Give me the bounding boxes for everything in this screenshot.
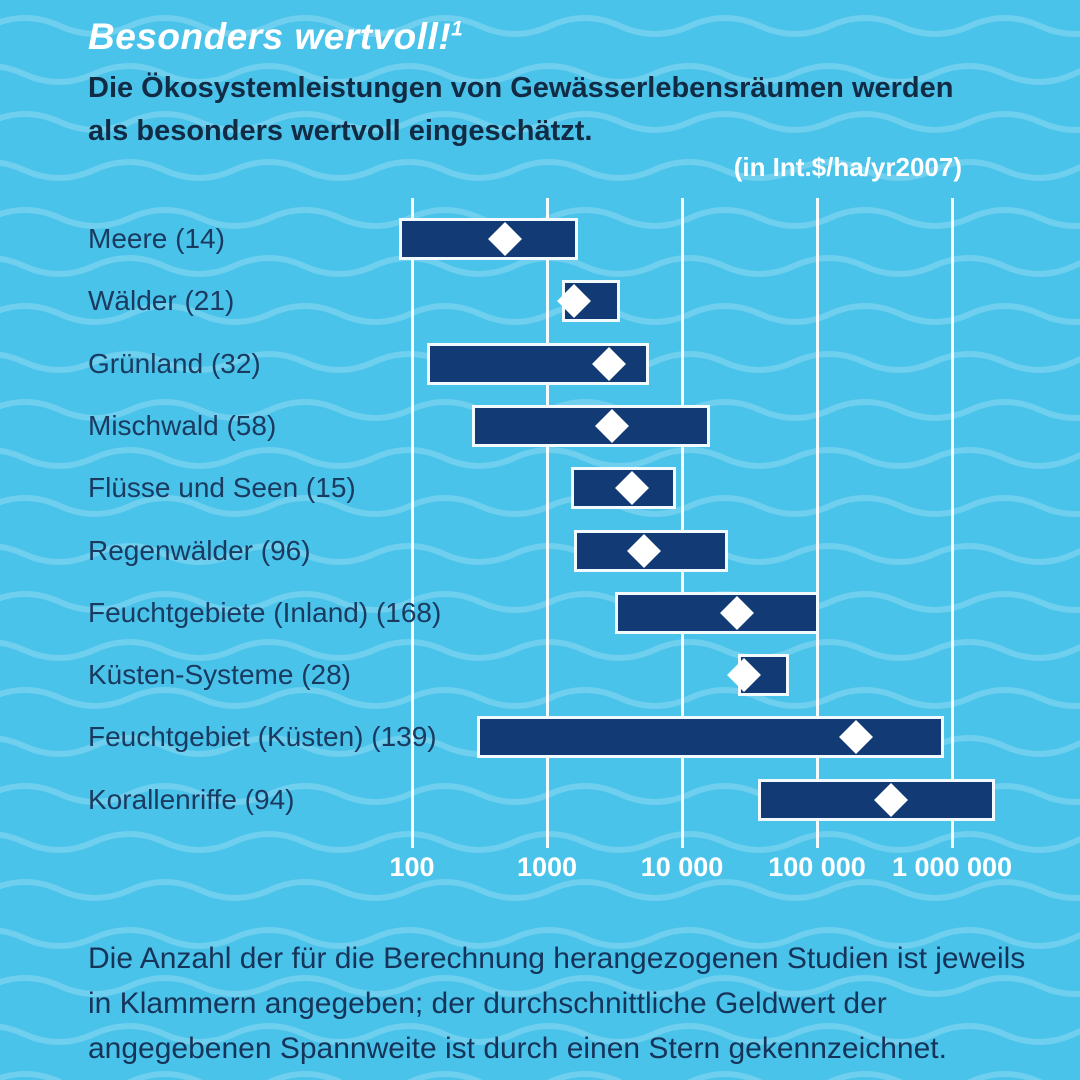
subtitle-line-1: Die Ökosystemleistungen von Gewässerlebensräumen werden <box>88 72 954 104</box>
category-label: Feuchtgebiete (Inland) (168) <box>88 596 442 628</box>
category-label: Wälder (21) <box>88 285 235 317</box>
subtitle-line-2: als besonders wertvoll eingeschätzt. <box>88 115 593 147</box>
axis-tick-label: 100 <box>389 852 435 882</box>
category-label: Regenwälder (96) <box>88 534 311 566</box>
range-bar <box>477 716 943 758</box>
axis-tick-label: 10 000 <box>640 852 724 882</box>
footnote-line-1: Die Anzahl der für die Berechnung herangezogenen Studien ist jeweils <box>88 942 1026 975</box>
chart-footnote <box>88 936 1025 1071</box>
range-bar <box>472 405 709 447</box>
category-label: Korallenriffe (94) <box>88 783 295 815</box>
axis-tick-label: 1 000 000 <box>891 852 1013 882</box>
category-label: Flüsse und Seen (15) <box>88 472 356 504</box>
axis-tick-label: 1000 <box>516 852 578 882</box>
axis-gridline <box>951 198 954 848</box>
range-bar <box>615 592 819 634</box>
axis-unit-label: (in Int.$/ha/yr2007) <box>733 152 962 182</box>
footnote-line-2: in Klammern angegeben; der durchschnittliche Geldwert der <box>88 987 887 1020</box>
category-label: Meere (14) <box>88 223 225 254</box>
page-title-text: Besonders wertvoll! <box>88 16 452 57</box>
category-label: Feuchtgebiet (Küsten) (139) <box>88 721 437 753</box>
category-label: Grünland (32) <box>88 347 261 379</box>
footnote-line-3: angegebenen Spannweite ist durch einen Stern gekennzeichnet. <box>88 1032 947 1065</box>
axis-tick-label: 100 000 <box>768 852 866 882</box>
title-footnote-marker: 1 <box>451 17 464 41</box>
category-label: Küsten-Systeme (28) <box>88 659 351 691</box>
category-label: Mischwald (58) <box>88 409 277 441</box>
